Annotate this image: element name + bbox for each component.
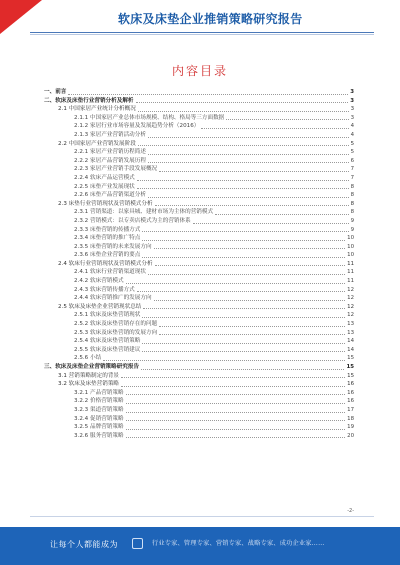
toc-entry-text: 2.3.6 床垫企业营销的要点 [74,252,141,259]
toc-entry[interactable] [44,226,354,235]
toc-leader-dots [155,204,349,206]
footer-divider [30,516,374,517]
toc-entry-text: 2.3 床垫行业营销现状及营销模式分析 [58,200,153,207]
toc-entry-text: 2.5.4 软床及床垫营销策略 [74,338,141,345]
toc-entry-text: 3.2.3 渠道营销策略 [74,406,124,413]
toc-entry[interactable] [44,217,354,226]
toc-title: 内容目录 [171,64,228,78]
arrow-icon [132,538,143,549]
toc-entry-page: 3 [350,89,354,95]
toc-entry[interactable] [44,432,354,441]
toc-leader-dots [142,256,345,258]
toc-leader-dots [121,376,345,378]
toc-entry-page: 14 [347,338,354,345]
toc-entry-page: 5 [350,149,354,156]
toc-entry-text: 3.2.4 促销营销策略 [74,415,124,422]
toc-entry-page: 7 [350,174,354,181]
toc-entry[interactable] [44,311,354,320]
toc-entry[interactable] [44,200,354,209]
toc-entry-text: 2.4.3 软床营销传播方式 [74,286,135,293]
toc-leader-dots [148,153,349,155]
toc-entry[interactable] [44,174,354,183]
toc-entry-text: 2.5.2 软床及床垫营销存在的问题 [74,321,158,328]
toc-leader-dots [126,411,346,413]
toc-leader-dots [126,419,346,421]
toc-entry[interactable] [44,131,354,140]
toc-leader-dots [148,196,349,198]
toc-entry-text: 2.2.2 家居产品营销发展历程 [74,157,146,164]
toc-entry-text: 2.3.4 床垫营销的推广特点 [74,235,141,242]
toc-leader-dots [142,230,348,232]
toc-entry-page: 10 [347,243,354,250]
toc-leader-dots [136,101,349,103]
toc-entry-text: 2.3.2 营销模式：以专卖店模式为主的营销体系 [74,217,191,224]
toc-leader-dots [138,144,349,146]
toc-leader-dots [68,93,348,95]
toc-entry[interactable] [44,243,354,252]
toc-leader-dots [142,350,345,352]
toc-entry[interactable] [44,140,354,149]
toc-entry[interactable] [44,372,354,381]
toc-entry-page: 3 [350,114,354,121]
toc-entry-page: 14 [347,346,354,353]
toc-entry-page: 8 [350,200,354,207]
toc-entry-text: 3.2.2 价格营销策略 [74,398,124,405]
toc-entry-text: 2.3.5 床垫营销的未来发展方向 [74,243,152,250]
toc-entry[interactable] [44,260,354,269]
toc-entry-text: 2.2 中国家居产业营销发展阶段 [58,140,136,147]
toc-entry-text: 2.1.3 家居产业营销活动分析 [74,131,146,138]
toc-entry-text: 2.2.1 家居产业营销历程简述 [74,149,146,156]
toc-entry[interactable] [44,363,354,372]
toc-leader-dots [215,213,348,215]
toc-entry-text: 二、软床及床垫行业营销分析及解析 [44,97,134,104]
toc-entry-text: 3.1 营销策略制定的背景 [58,372,120,379]
toc-entry-text: 2.4.1 软床行业营销渠道现状 [74,269,146,276]
toc-leader-dots [201,127,348,129]
toc-entry[interactable] [44,303,354,312]
toc-leader-dots [126,436,346,438]
toc-entry-page: 10 [347,252,354,259]
toc-leader-dots [138,110,349,112]
toc-entry[interactable] [44,97,354,106]
toc-leader-dots [142,239,345,241]
toc-entry-page: 9 [350,226,354,233]
toc-entry-page: 15 [347,372,354,379]
toc-entry-text: 2.5.3 软床及床垫营销的发展方向 [74,329,158,336]
toc-entry[interactable] [44,346,354,355]
toc-entry-page: 19 [347,424,354,431]
toc-entry-text: 2.2.6 床垫产品营销渠道分析 [74,192,146,199]
toc-entry-text: 三、软床及床垫企业营销策略研究报告 [44,364,140,370]
toc-entry[interactable] [44,268,354,277]
toc-leader-dots [121,385,345,387]
toc-entry-text: 一、前言 [44,89,67,95]
toc-entry[interactable] [44,294,354,303]
toc-entry-page: 13 [347,329,354,336]
toc-entry-page: 4 [350,123,354,130]
toc-entry[interactable] [44,122,354,131]
toc-entry[interactable] [44,277,354,286]
toc-entry-page: 8 [350,183,354,190]
toc-entry-page: 9 [350,217,354,224]
toc-entry-page: 4 [350,131,354,138]
toc-entry-page: 12 [347,303,354,310]
toc-entry-text: 2.4.4 软床营销推广的发展方向 [74,295,152,302]
toc-leader-dots [141,368,344,370]
toc-leader-dots [137,179,349,181]
toc-entry-page: 3 [350,97,354,104]
toc-leader-dots [193,222,349,224]
toc-leader-dots [155,264,346,266]
toc-entry[interactable] [44,286,354,295]
toc-entry-page: 15 [347,355,354,362]
toc-leader-dots [103,359,345,361]
toc-entry-text: 2.1.1 中国家居产业总体市场规模、结构、格局等三方面数据 [74,114,225,121]
toc-leader-dots [137,187,349,189]
toc-entry[interactable] [44,208,354,217]
header-divider-secondary [30,34,374,35]
toc-entry-text: 2.5.1 软床及床垫营销现状 [74,312,141,319]
toc-entry-text: 2.2.4 软床产品运营模式 [74,174,135,181]
toc-leader-dots [148,136,349,138]
table-of-contents [44,88,354,440]
toc-entry-page: 16 [347,381,354,388]
toc-entry[interactable] [44,397,354,406]
toc-entry[interactable] [44,157,354,166]
header-corner-triangle [0,0,42,34]
toc-entry[interactable] [44,191,354,200]
toc-entry-text: 2.2.5 床垫产业发展现状 [74,183,135,190]
toc-entry[interactable] [44,183,354,192]
toc-entry-page: 11 [347,278,354,285]
report-title: 软床及床垫企业推销策略研究报告 [118,12,303,26]
toc-leader-dots [126,402,346,404]
toc-entry-page: 11 [347,269,354,276]
toc-leader-dots [154,299,346,301]
toc-entry[interactable] [44,148,354,157]
toc-entry-page: 7 [350,166,354,173]
toc-entry[interactable] [44,105,354,114]
toc-entry-page: 16 [347,389,354,396]
page-number: -2- [347,508,354,514]
toc-leader-dots [159,325,345,327]
toc-entry-text: 3.2.6 服务营销策略 [74,432,124,439]
toc-leader-dots [148,273,345,275]
toc-entry-page: 15 [346,364,354,370]
toc-entry[interactable] [44,320,354,329]
toc-entry-page: 16 [347,398,354,405]
toc-entry-text: 3.2 软床及床垫营销策略 [58,381,120,388]
toc-entry-page: 8 [350,209,354,216]
header-divider [30,32,374,33]
toc-entry[interactable] [44,389,354,398]
toc-entry[interactable] [44,337,354,346]
toc-leader-dots [126,393,346,395]
toc-entry-text: 2.5 软床及床垫企业营销现状总结 [58,303,142,310]
toc-entry-page: 12 [347,295,354,302]
toc-entry[interactable] [44,165,354,174]
toc-entry-page: 12 [347,286,354,293]
toc-entry-page: 13 [347,321,354,328]
toc-leader-dots [126,428,346,430]
footer-banner [0,527,400,565]
toc-entry-page: 12 [347,312,354,319]
toc-entry-page: 11 [347,260,354,267]
toc-entry[interactable] [44,88,354,97]
toc-entry[interactable] [44,423,354,432]
toc-entry[interactable] [44,354,354,363]
toc-entry-page: 18 [347,415,354,422]
toc-entry-text: 2.1 中国家居产业统计分析概况 [58,106,136,113]
toc-entry[interactable] [44,234,354,243]
toc-entry-text: 2.3.3 床垫营销的传播方式 [74,226,141,233]
toc-leader-dots [226,118,348,120]
toc-entry-page: 10 [347,235,354,242]
toc-entry-text: 3.2.5 品牌营销策略 [74,424,124,431]
toc-entry-text: 2.5.5 软床及床垫营销建议 [74,346,141,353]
toc-entry-text: 2.3.1 营销渠道：以家具城、建材市场为主体的营销模式 [74,209,214,216]
toc-entry-text: 3.2.1 产品营销策略 [74,389,124,396]
toc-entry-text: 2.4.2 软床营销模式 [74,278,124,285]
toc-entry-page: 17 [347,406,354,413]
toc-entry-text: 2.2.3 家居产业营销手段发展概况 [74,166,158,173]
toc-leader-dots [142,342,345,344]
toc-entry-text: 2.1.2 家居行业市场容量及发展趋势分析（2016） [74,123,200,130]
toc-leader-dots [137,290,345,292]
toc-leader-dots [148,161,349,163]
toc-entry[interactable] [44,251,354,260]
toc-entry[interactable] [44,329,354,338]
toc-entry-text: 2.5.6 小结 [74,355,102,362]
footer-tags: 行业专家、管理专家、营销专家、战略专家、成功企业家…… [152,540,325,547]
toc-entry[interactable] [44,415,354,424]
toc-leader-dots [154,247,346,249]
toc-entry[interactable] [44,380,354,389]
toc-leader-dots [159,333,345,335]
toc-entry[interactable] [44,114,354,123]
toc-entry-page: 5 [350,140,354,147]
toc-entry-page: 8 [350,192,354,199]
toc-leader-dots [159,170,348,172]
toc-entry[interactable] [44,406,354,415]
toc-entry-page: 20 [347,432,354,439]
toc-leader-dots [126,282,346,284]
toc-entry-page: 6 [350,157,354,164]
toc-entry-text: 2.4 软床行业营销现状及营销模式分析 [58,260,153,267]
toc-leader-dots [142,316,345,318]
toc-leader-dots [143,307,345,309]
toc-entry-page: 3 [350,106,354,113]
footer-slogan: 让每个人都能成为 [50,540,118,549]
